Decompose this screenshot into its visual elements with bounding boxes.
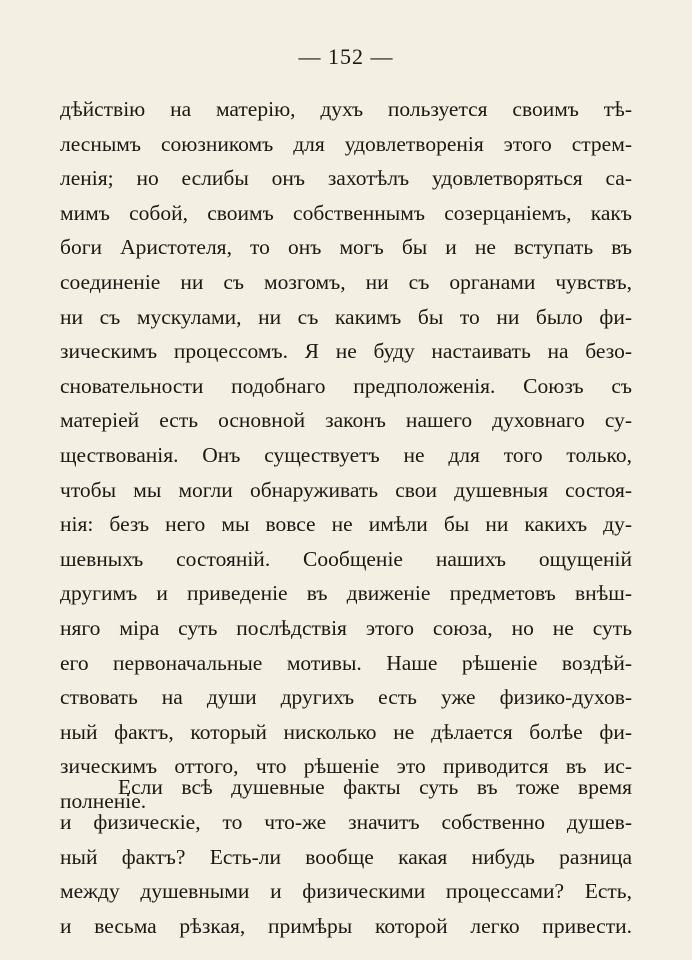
paragraph-2 — [60, 770, 632, 944]
text-line: полненіе. — [60, 788, 147, 813]
text-line: мимъ собой, своимъ собственнымъ созерцаніемъ, какъ — [60, 200, 632, 225]
text-line: Если всѣ душевные факты суть въ тоже время — [118, 775, 632, 799]
text-line: зическимъ оттого, что рѣшеніе это приводится въ ис- — [60, 754, 632, 779]
text-line: сновательности подобнаго предположенія. Союзъ съ — [60, 373, 632, 398]
text-line: чтобы мы могли обнаруживать свои душевныя состоя- — [60, 477, 632, 502]
text-line: ни съ мускулами, ни съ какимъ бы то ни было фи- — [60, 304, 632, 329]
text-line: шевныхъ состояній. Сообщеніе нашихъ ощущеній — [60, 546, 632, 571]
text-line: между душевными и физическими процессами? Есть, — [60, 879, 632, 904]
text-line: его первоначальные мотивы. Наше рѣшеніе воздѣй- — [60, 650, 632, 675]
text-line: боги Аристотеля, то онъ могъ бы и не вступать въ — [60, 235, 632, 260]
text-line: ленія; но еслибы онъ захотѣлъ удовлетворяться са- — [60, 166, 632, 191]
text-line: ный фактъ, который нисколько не дѣлается болѣе фи- — [60, 719, 632, 744]
text-line: ществованія. Онъ существуетъ не для того только, — [60, 442, 632, 467]
page-number: — 152 — — [298, 44, 394, 69]
text-line: ствовать на души другихъ есть уже физико-духов- — [60, 685, 632, 710]
text-line: матеріей есть основной законъ нашего духовнаго су- — [60, 408, 632, 433]
text-line: нія: безъ него мы вовсе не имѣли бы ни какихъ ду- — [60, 512, 632, 537]
text-line: и весьма рѣзкая, примѣры которой легко привести. — [60, 914, 632, 939]
text-line: леснымъ союзникомъ для удовлетворенія этого стрем- — [60, 131, 632, 156]
text-line: соединеніе ни съ мозгомъ, ни съ органами чувствъ, — [60, 269, 632, 294]
text-line: другимъ и приведеніе въ движеніе предметовъ внѣш- — [60, 581, 632, 606]
text-line: дѣйствію на матерію, духъ пользуется своимъ тѣ- — [60, 97, 632, 121]
paragraph-1 — [60, 92, 632, 818]
text-line: и физическіе, то что-же значитъ собственно душев- — [60, 809, 632, 834]
text-line: няго міра суть послѣдствія этого союза, но не суть — [60, 615, 632, 640]
text-line: зическимъ процессомъ. Я не буду настаивать на безо- — [60, 339, 632, 364]
text-line: ный фактъ? Есть-ли вообще какая нибудь разница — [60, 844, 632, 869]
